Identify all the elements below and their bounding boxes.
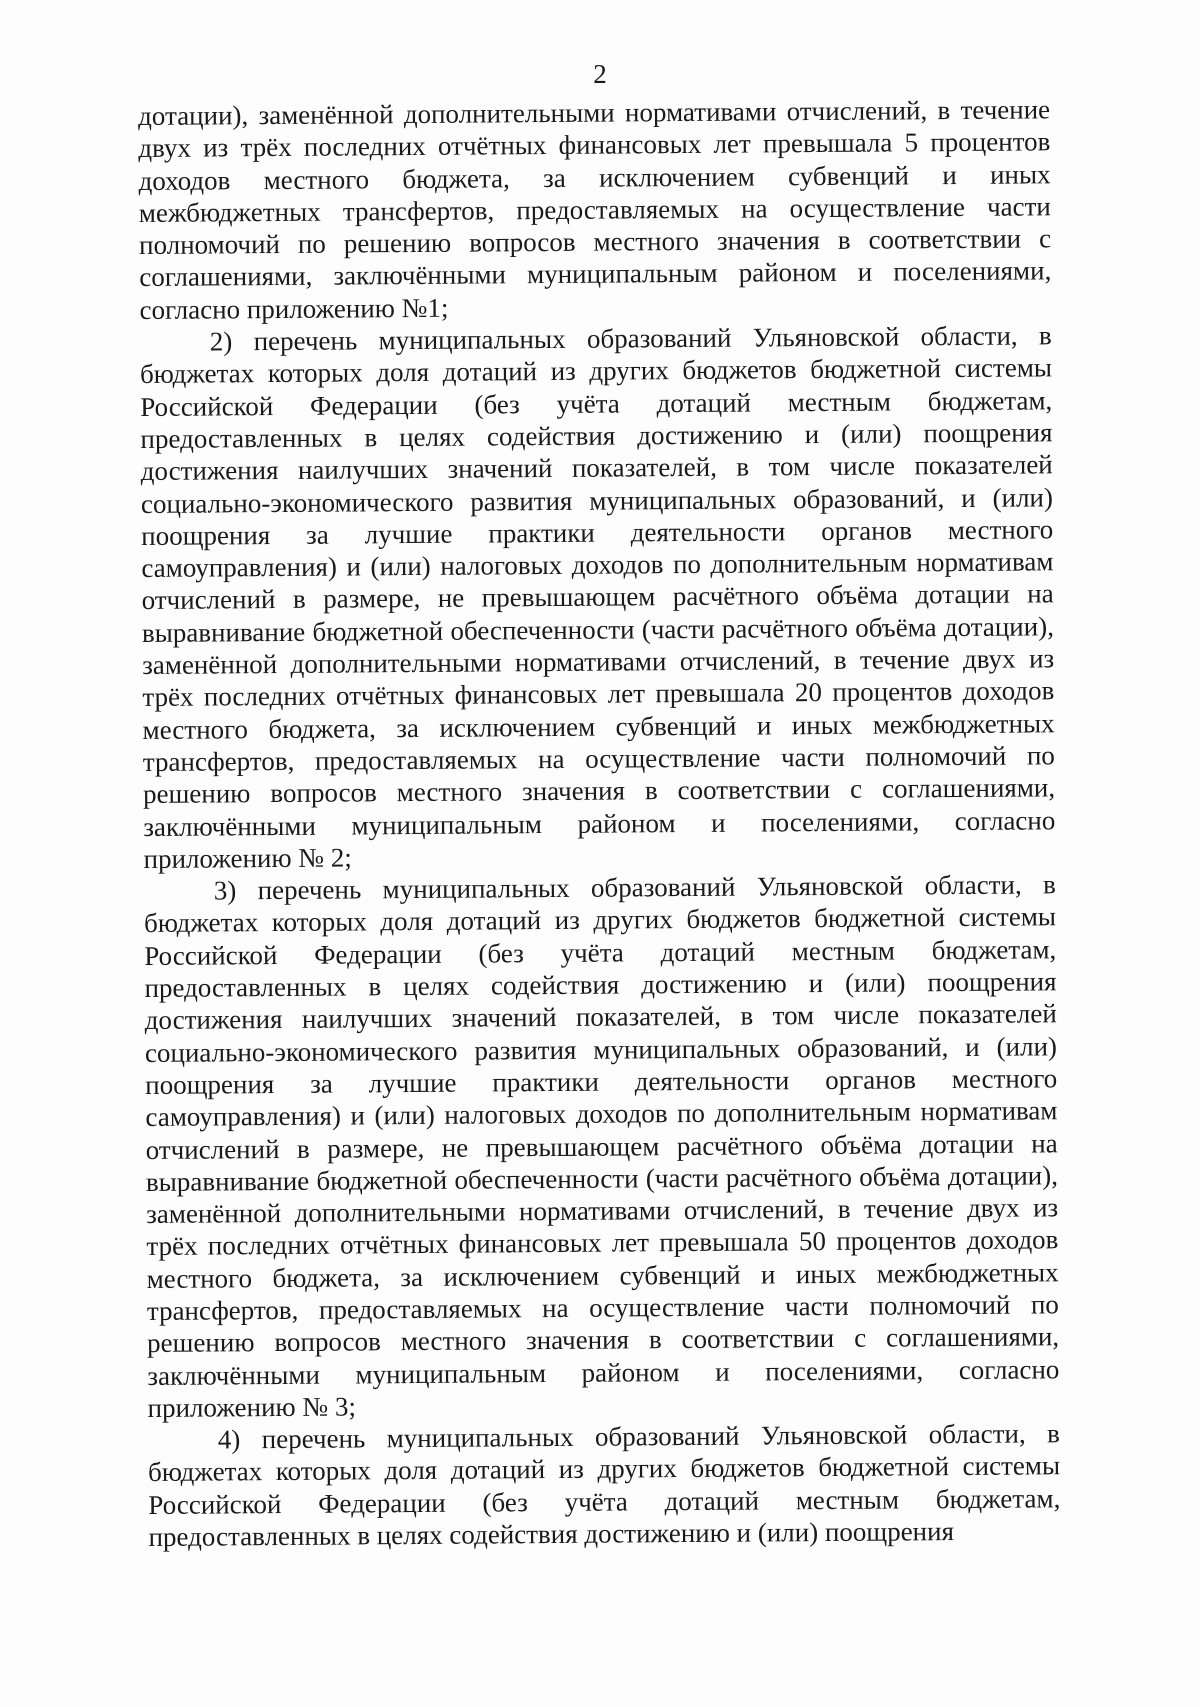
document-body	[138, 93, 1061, 1553]
paragraph-item-4: 4) перечень муниципальных образований Ульяновской области, в бюджетах которых доля дотаций из других бюджетов бюджетной системы Российской Федерации (без учёта дотаций местным бюджетам, предоставленных в целях содействия достижению и (или) поощрения	[147, 1418, 1061, 1553]
paragraph-item-2: 2) перечень муниципальных образований Ульяновской области, в бюджетах которых доля дотаций из других бюджетов бюджетной системы Российской Федерации (без учёта дотаций местным бюджетам, предоставленных в целях содействия достижению и (или) поощрения достижения наилучших значений показателей, в том числе показателей социально-экономического развития муниципальных образований, и (или) поощрения за лучшие практики деятельности органов местного самоуправления) и (или) налоговых доходов по дополнительным нормативам отчислений в размере, не превышающем расчётного объёма дотации на выравнивание бюджетной обеспеченности (части расчётного объёма дотации), заменённой дополнительными нормативами отчислений, в течение двух из трёх последних отчётных финансовых лет превышала 20 процентов доходов местного бюджета, за исключением субвенций и иных межбюджетных трансфертов, предоставляемых на осуществление части полномочий по решению вопросов местного значения в соответствии с соглашениями, заключёнными муниципальным районом и поселениями, согласно приложению № 2;	[139, 320, 1056, 874]
paragraph-item-3: 3) перечень муниципальных образований Ульяновской области, в бюджетах которых доля дотаций из других бюджетов бюджетной системы Российской Федерации (без учёта дотаций местным бюджетам, предоставленных в целях содействия достижению и (или) поощрения достижения наилучших значений показателей, в том числе показателей социально-экономического развития муниципальных образований, и (или) поощрения за лучшие практики деятельности органов местного самоуправления) и (или) налоговых доходов по дополнительным нормативам отчислений в размере, не превышающем расчётного объёма дотации на выравнивание бюджетной обеспеченности (части расчётного объёма дотации), заменённой дополнительными нормативами отчислений, в течение двух из трёх последних отчётных финансовых лет превышала 50 процентов доходов местного бюджета, за исключением субвенций и иных межбюджетных трансфертов, предоставляемых на осуществление части полномочий по решению вопросов местного значения в соответствии с соглашениями, заключёнными муниципальным районом и поселениями, согласно приложению № 3;	[143, 869, 1060, 1423]
paragraph-continuation: дотации), заменённой дополнительными нормативами отчислений, в течение двух из трёх последних отчётных финансовых лет превышала 5 процентов доходов местного бюджета, за исключением субвенций и иных межбюджетных трансфертов, предоставляемых на осуществление части полномочий по решению вопросов местного значения в соответствии с соглашениями, заключёнными муниципальным районом и поселениями, согласно приложению №1;	[138, 94, 1052, 325]
page-number: 2	[593, 59, 607, 89]
